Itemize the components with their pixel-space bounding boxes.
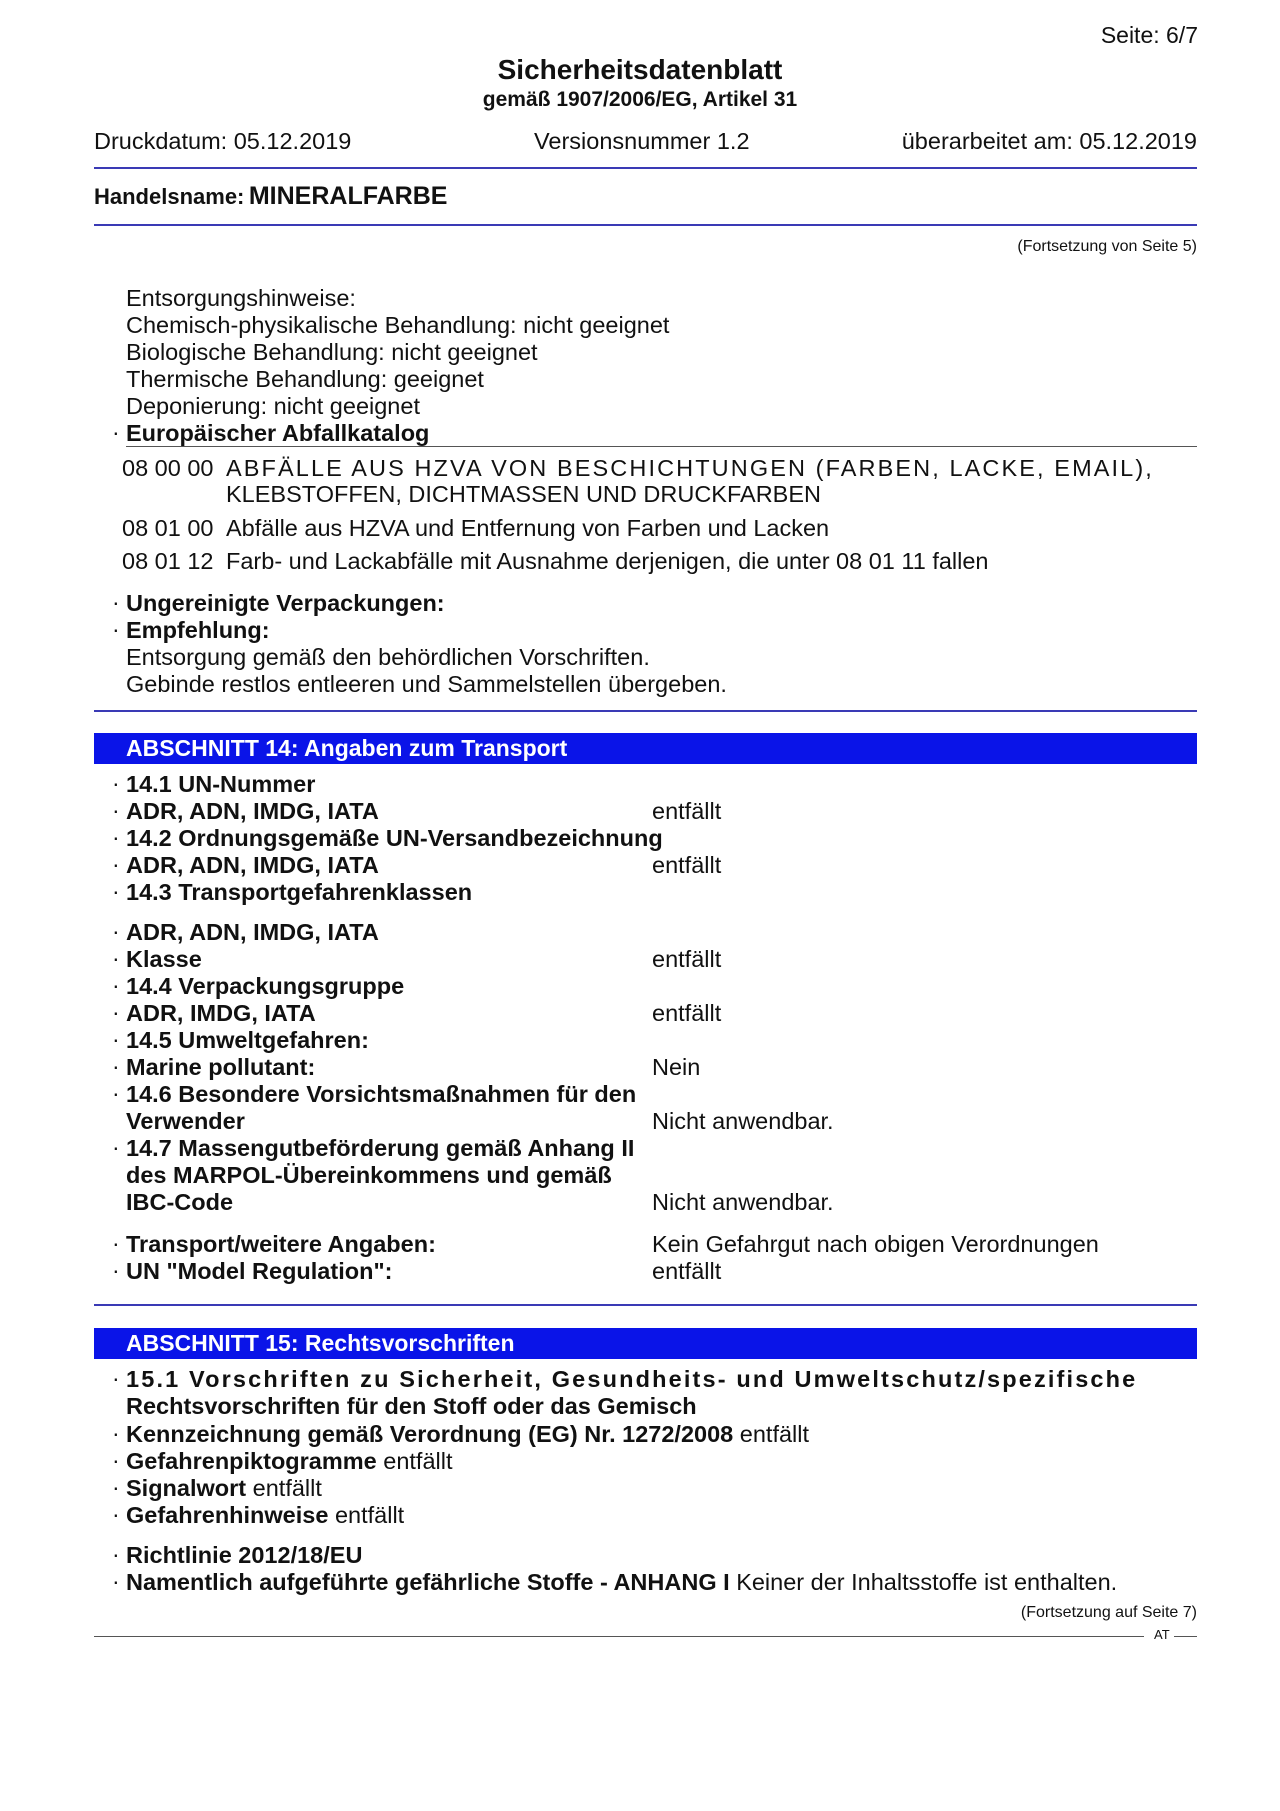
bullet-dot: · [112, 1501, 120, 1527]
bullet-dot: · [112, 1026, 120, 1052]
transport-label: 14.2 Ordnungsgemäße UN-Versandbezeichnung [126, 825, 663, 851]
revision-date: überarbeitet am: 05.12.2019 [901, 128, 1197, 154]
bullet-dot: · [112, 878, 120, 904]
bullet-dot: · [112, 419, 120, 445]
waste-description: KLEBSTOFFEN, DICHTMASSEN UND DRUCKFARBEN [226, 481, 821, 507]
regulation-value: entfällt [334, 1502, 405, 1528]
catalog-underline [126, 446, 1197, 447]
transport-label: Marine pollutant: [126, 1054, 316, 1080]
bullet-dot: · [112, 1420, 120, 1446]
trade-name-value: MINERALFARBE [248, 182, 448, 210]
continuation-to: (Fortsetzung auf Seite 7) [1020, 1604, 1197, 1621]
print-date: Druckdatum: 05.12.2019 [94, 128, 352, 154]
regulation-entry [126, 1569, 1117, 1596]
section-14-header: ABSCHNITT 14: Angaben zum Transport [94, 733, 1197, 764]
transport-value: Nicht anwendbar. [652, 1189, 834, 1215]
trade-name-label: Handelsname: [94, 184, 245, 209]
transport-label: 14.6 Besondere Vorsichtsmaßnahmen für den [126, 1081, 637, 1107]
bullet-dot: · [112, 851, 120, 877]
recommendation-line: Gebinde restlos entleeren und Sammelstellen übergeben. [126, 671, 727, 697]
waste-code: 08 00 00 [122, 455, 214, 481]
section-15-header: ABSCHNITT 15: Rechtsvorschriften [94, 1328, 1197, 1359]
bullet-dot: · [112, 1053, 120, 1079]
trade-name-divider [94, 224, 1197, 226]
transport-value: Nicht anwendbar. [652, 1108, 834, 1134]
transport-label: 14.7 Massengutbeförderung gemäß Anhang II [126, 1135, 635, 1161]
regulation-label: Signalwort [126, 1475, 247, 1501]
bullet-dot: · [112, 1230, 120, 1256]
bullet-dot: · [112, 616, 120, 642]
regulation-value: entfällt [252, 1475, 322, 1501]
waste-code: 08 01 00 [122, 515, 214, 541]
regulation-label: Gefahrenpiktogramme [126, 1448, 377, 1474]
disposal-line: Thermische Behandlung: geeignet [126, 366, 484, 392]
footer-divider-tail [1174, 1636, 1197, 1637]
transport-value: entfällt [652, 1258, 722, 1284]
regulation-heading: 15.1 Vorschriften zu Sicherheit, Gesundheits- und Umweltschutz/spezifische [126, 1366, 1138, 1392]
directive-heading: Richtlinie 2012/18/EU [126, 1542, 363, 1568]
regulation-entry [126, 1502, 404, 1529]
footer-divider [94, 1636, 1144, 1637]
bullet-dot: · [112, 1474, 120, 1500]
header-divider [94, 167, 1197, 169]
transport-label: ADR, ADN, IMDG, IATA [126, 919, 379, 945]
transport-value: entfällt [652, 946, 722, 972]
regulation-value: entfällt [383, 1448, 453, 1474]
section-14-end-divider [94, 1304, 1197, 1306]
transport-value: entfällt [652, 852, 722, 878]
regulation-label: Kennzeichnung gemäß Verordnung (EG) Nr. 1272/2008 [126, 1421, 734, 1447]
transport-label: ADR, ADN, IMDG, IATA [126, 798, 379, 824]
recommendation-line: Entsorgung gemäß den behördlichen Vorschriften. [126, 644, 650, 670]
transport-label: ADR, ADN, IMDG, IATA [126, 852, 379, 878]
transport-value: entfällt [652, 798, 722, 824]
transport-value: entfällt [652, 1000, 722, 1026]
transport-label: Klasse [126, 946, 202, 972]
document-subtitle: gemäß 1907/2006/EG, Artikel 31 [482, 88, 798, 111]
bullet-dot: · [112, 1447, 120, 1473]
waste-description: ABFÄLLE AUS HZVA VON BESCHICHTUNGEN (FARBEN, LACKE, EMAIL), [226, 455, 1154, 481]
bullet-dot: · [112, 972, 120, 998]
bullet-dot: · [112, 1134, 120, 1160]
transport-label: ADR, IMDG, IATA [126, 1000, 316, 1026]
transport-label: 14.4 Verpackungsgruppe [126, 973, 405, 999]
bullet-dot: · [112, 797, 120, 823]
disposal-line: Chemisch-physikalische Behandlung: nicht geeignet [126, 312, 670, 338]
regulation-entry [126, 1475, 322, 1502]
disposal-line: Biologische Behandlung: nicht geeignet [126, 339, 538, 365]
bullet-dot: · [112, 589, 120, 615]
transport-label: Verwender [126, 1108, 245, 1134]
bullet-dot: · [112, 918, 120, 944]
bullet-dot: · [112, 1080, 120, 1106]
document-title: Sicherheitsdatenblatt [497, 54, 783, 85]
regulation-heading: Rechtsvorschriften für den Stoff oder das Gemisch [126, 1393, 697, 1419]
transport-value: Kein Gefahrgut nach obigen Verordnungen [652, 1231, 1099, 1257]
bullet-dot: · [112, 999, 120, 1025]
continuation-from: (Fortsetzung von Seite 5) [1017, 238, 1197, 255]
bullet-dot: · [112, 770, 120, 796]
uncleaned-packaging-heading: Ungereinigte Verpackungen: [126, 590, 445, 616]
regulation-entry [126, 1421, 809, 1448]
transport-label: UN "Model Regulation": [126, 1258, 393, 1284]
bullet-dot: · [112, 1257, 120, 1283]
version-number: Versionsnummer 1.2 [534, 128, 750, 154]
bullet-dot: · [112, 824, 120, 850]
bullet-dot: · [112, 1365, 120, 1391]
waste-code: 08 01 12 [122, 548, 214, 574]
country-code: AT [1154, 1627, 1170, 1642]
waste-description: Farb- und Lackabfälle mit Ausnahme derjenigen, die unter 08 01 11 fallen [226, 548, 989, 574]
disposal-line: Deponierung: nicht geeignet [126, 393, 420, 419]
transport-label: Transport/weitere Angaben: [126, 1231, 436, 1257]
transport-label: 14.5 Umweltgefahren: [126, 1027, 369, 1053]
regulation-entry [126, 1448, 453, 1475]
bullet-dot: · [112, 945, 120, 971]
transport-label: 14.1 UN-Nummer [126, 771, 316, 797]
recommendation-heading: Empfehlung: [126, 617, 270, 643]
transport-label: IBC-Code [126, 1189, 234, 1215]
regulation-label: Gefahrenhinweise [126, 1502, 329, 1528]
bullet-dot: · [112, 1541, 120, 1567]
regulation-value: entfällt [739, 1421, 810, 1447]
section-13-end-divider [94, 710, 1197, 712]
bullet-dot: · [112, 1568, 120, 1594]
waste-description: Abfälle aus HZVA und Entfernung von Farben und Lacken [226, 515, 830, 541]
regulation-value: Keiner der Inhaltsstoffe ist enthalten. [736, 1569, 1118, 1595]
transport-label: 14.3 Transportgefahrenklassen [126, 879, 473, 905]
disposal-line: Entsorgungshinweise: [126, 285, 356, 311]
transport-value: Nein [652, 1054, 701, 1080]
regulation-label: Namentlich aufgeführte gefährliche Stoffe - ANHANG I [126, 1569, 730, 1595]
page-number: Seite: 6/7 [1100, 22, 1198, 48]
trade-name-line [94, 182, 447, 211]
transport-label: des MARPOL-Übereinkommens und gemäß [126, 1162, 612, 1188]
waste-catalog-heading: Europäischer Abfallkatalog [126, 420, 430, 446]
